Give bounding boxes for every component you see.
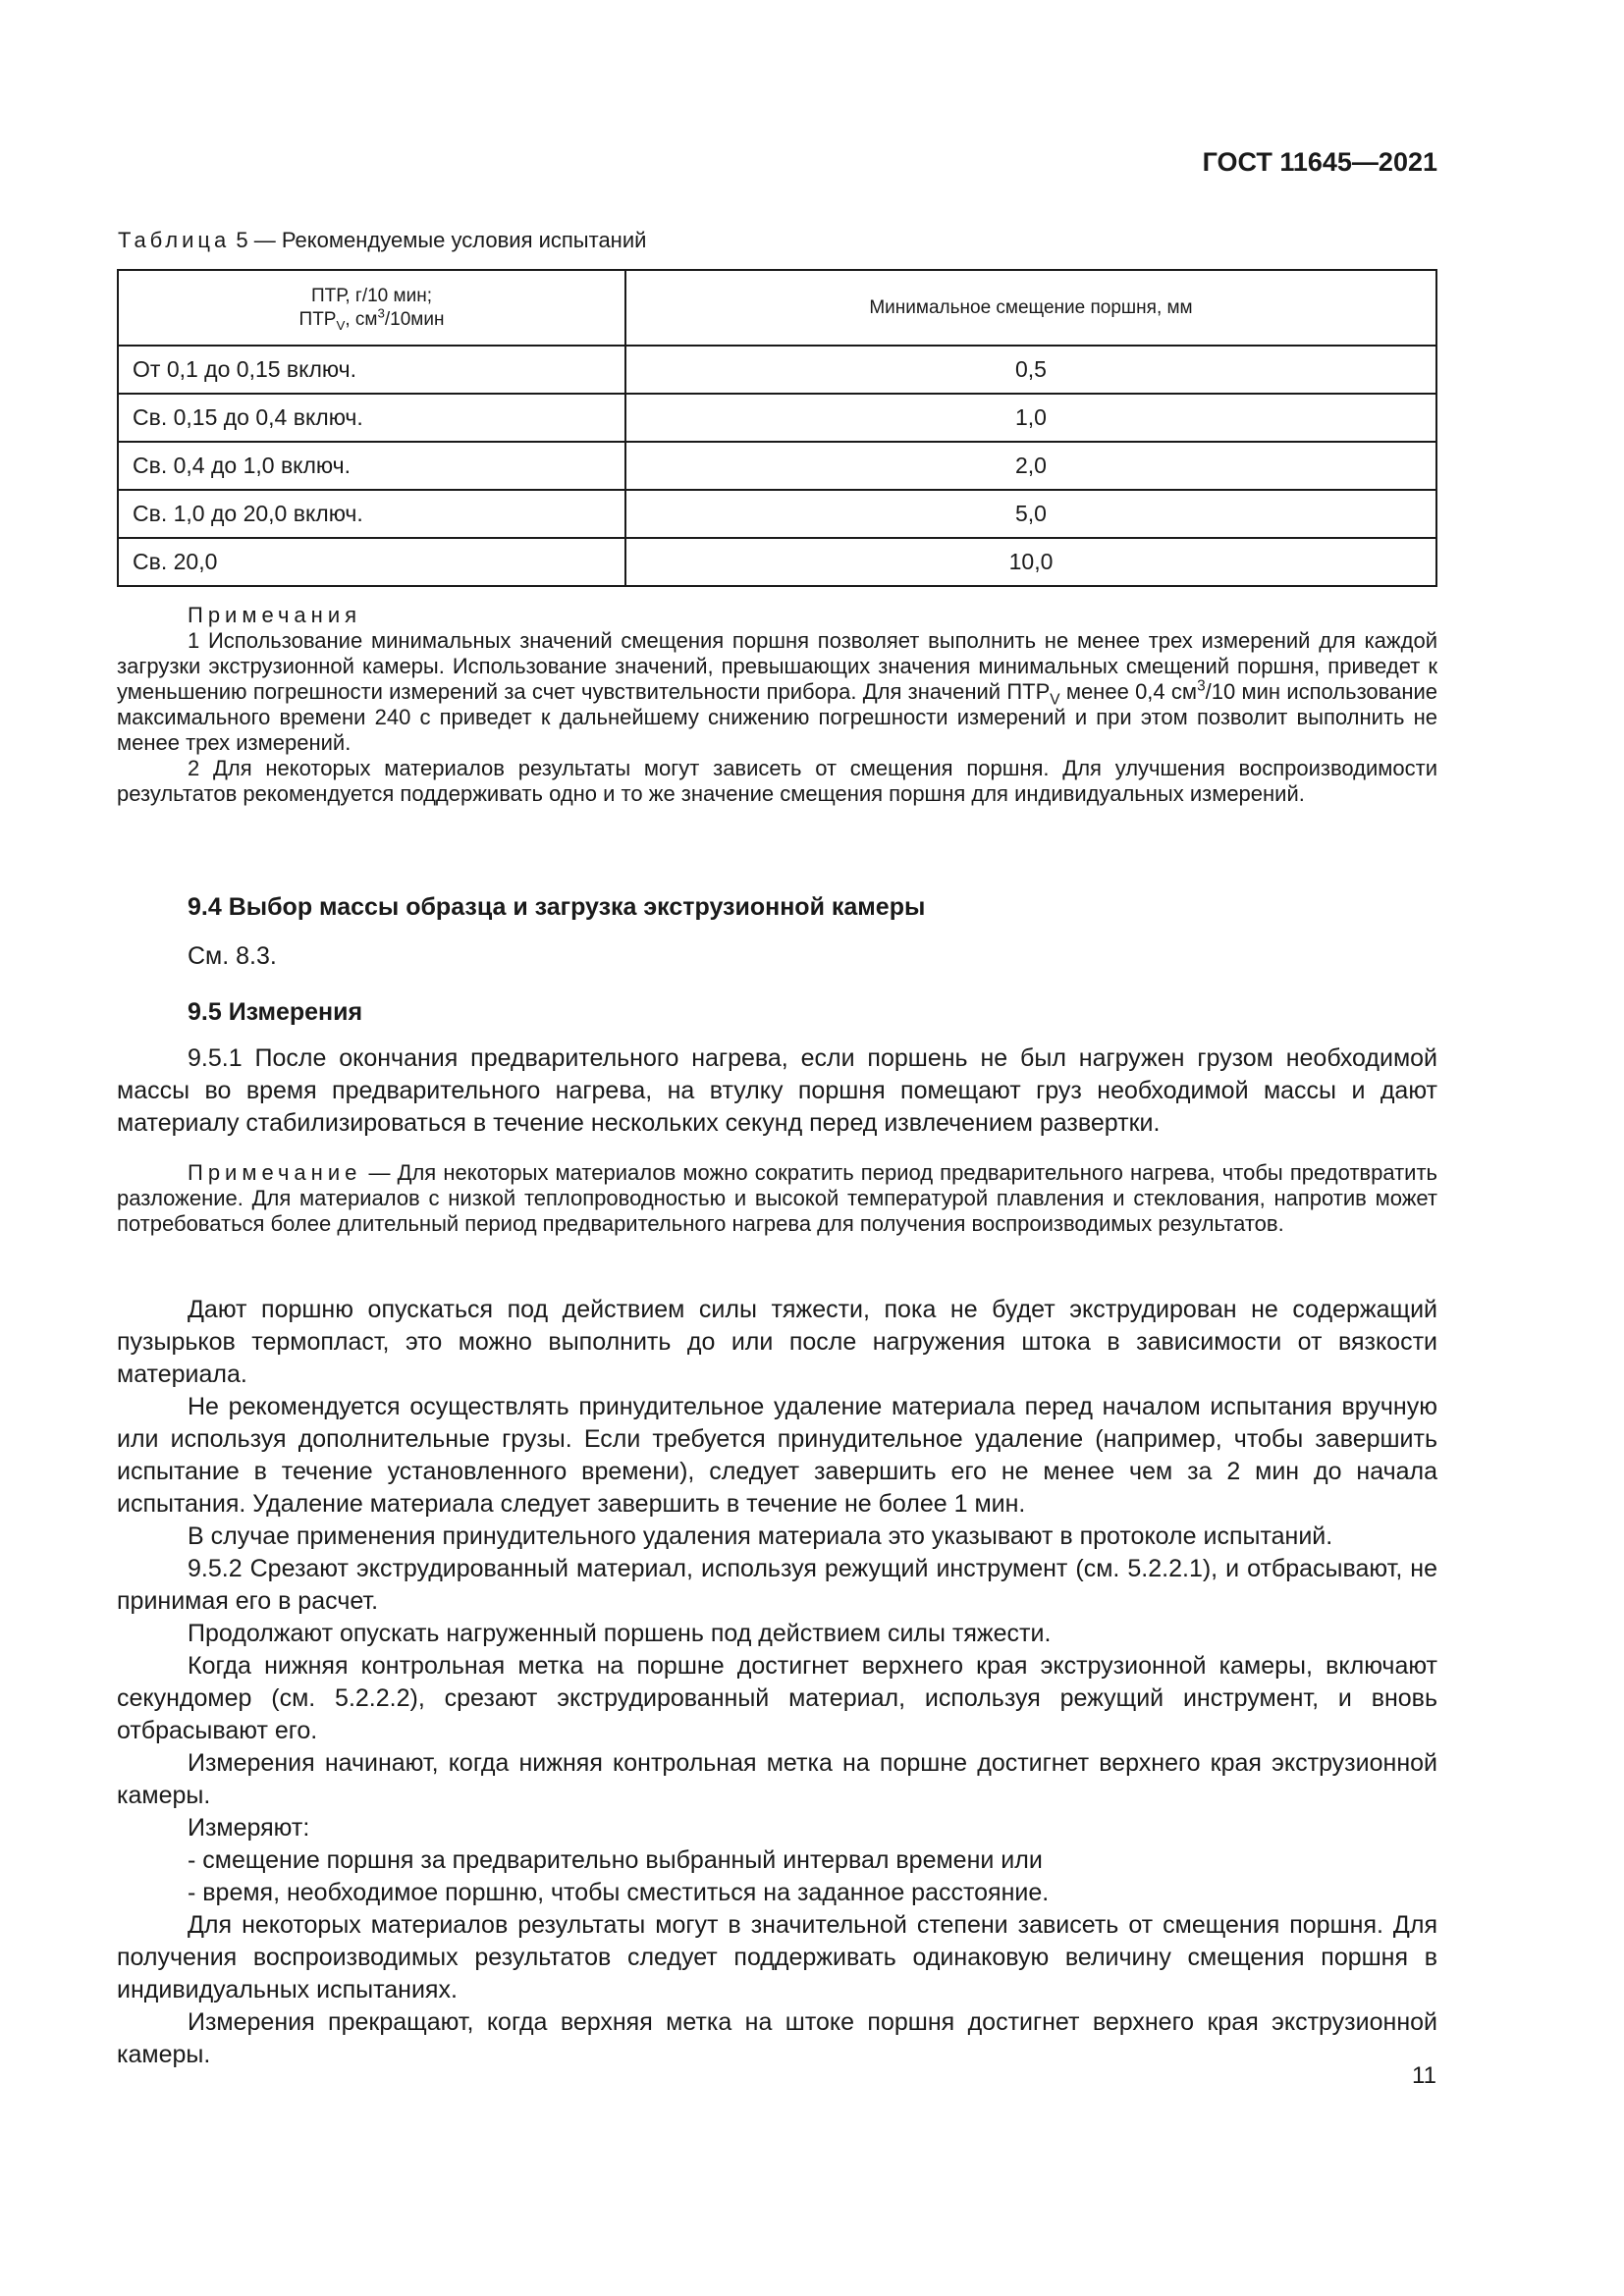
table-notes <box>117 603 1437 807</box>
paragraph: Когда нижняя контрольная метка на поршне достигнет верхнего края экструзионной камеры, включают секундомер (см. 5.2.2.2), срезают экструдированный материал, используя режущий инструмент, и вновь отбрасывают его. <box>117 1652 1437 1744</box>
table-caption-word: Таблица <box>118 228 231 252</box>
paragraph: Дают поршню опускаться под действием силы тяжести, пока не будет экструдирован не содержащий пузырьков термопласт, это можно выполнить до или после нагружения штока в зависимости от вязкости материала. <box>117 1296 1437 1388</box>
table-cell-value: 5,0 <box>625 490 1436 538</box>
paragraph: Измерения прекращают, когда верхняя метка на штоке поршня достигнет верхнего края экструзионной камеры. <box>117 2008 1437 2068</box>
paragraph: В случае применения принудительного удаления материала это указывают в протоколе испытаний. <box>188 1522 1333 1550</box>
page-number: 11 <box>1412 2062 1436 2089</box>
table-caption-title: 5 — Рекомендуемые условия испытаний <box>236 228 647 252</box>
table-cell-value: 1,0 <box>625 394 1436 442</box>
list-item: - время, необходимое поршню, чтобы сместиться на заданное расстояние. <box>188 1879 1050 1906</box>
table-header-row <box>118 270 1436 346</box>
header-mvr-unit: , см <box>345 308 378 330</box>
paragraph: Не рекомендуется осуществлять принудительное удаление материала перед началом испытания вручную или используя дополнительные грузы. Если требуется принудительное удаление (например, чтобы завершить испытание в течение установленного времени), следует завершить его не менее чем за 2 мин до начала испытания. Удаление материала следует завершить в течение не более 1 мин. <box>117 1393 1437 1518</box>
header-mfr-line1: ПТР, г/10 мин; <box>311 285 432 306</box>
note-label: Примечание <box>188 1160 362 1185</box>
paragraph: Измерения начинают, когда нижняя контрольная метка на поршне достигнет верхнего края экструзионной камеры. <box>117 1749 1437 1809</box>
section-heading-9-5: 9.5 Измерения <box>188 998 363 1026</box>
header-mvr-sub: V <box>336 317 346 333</box>
note-9-5-1 <box>117 1160 1437 1237</box>
paragraph: Продолжают опускать нагруженный поршень под действием силы тяжести. <box>188 1620 1052 1647</box>
paragraph: Для некоторых материалов результаты могут в значительной степени зависеть от смещения поршня. Для получения воспроизводимых результатов следует поддерживать одинаковую величину смещения поршня в индивидуальных испытаниях. <box>117 1911 1437 2003</box>
section-9-5-body <box>117 1294 1437 2071</box>
table-cell-value: 0,5 <box>625 346 1436 394</box>
table-cell-range: Св. 0,15 до 0,4 включ. <box>118 394 625 442</box>
header-mvr-sup: 3 <box>377 305 385 321</box>
table-cell-range: Св. 0,4 до 1,0 включ. <box>118 442 625 490</box>
table-header-displacement: Минимальное смещение поршня, мм <box>625 270 1436 346</box>
header-mvr-label: ПТР <box>298 308 337 330</box>
table-row <box>118 346 1436 394</box>
table-row <box>118 394 1436 442</box>
notes-title: Примечания <box>188 603 362 627</box>
table-row <box>118 490 1436 538</box>
table-caption <box>118 228 646 253</box>
note-1: 1 Использование минимальных значений смещения поршня позволяет выполнить не менее трех измерений для каждой загрузки экструзионной камеры. Использование значений, превышающих значения минимальных смещений поршня, приведет к уменьшению погрешности измерений за счет чувствительности прибора. Для значений $ПТР_V$ менее 0,4 $см^3/10$ мин использование максимального времени 240 с приведет к дальнейшему снижению погрешности измерений и при этом позволит выполнить не менее трех измерений. <box>117 628 1437 755</box>
table-cell-range: От 0,1 до 0,15 включ. <box>118 346 625 394</box>
section-heading-9-4: 9.4 Выбор массы образца и загрузка экструзионной камеры <box>188 893 926 921</box>
table-cell-range: Св. 1,0 до 20,0 включ. <box>118 490 625 538</box>
paragraph: 9.5.2 Срезают экструдированный материал, используя режущий инструмент (см. 5.2.2.1), и отбрасывают, не принимая его в расчет. <box>117 1555 1437 1615</box>
section-9-4-text: См. 8.3. <box>188 942 277 970</box>
table-cell-value: 10,0 <box>625 538 1436 586</box>
table-header-mfr <box>118 270 625 346</box>
paragraph-9-5-1: 9.5.1 После окончания предварительного нагрева, если поршень не был нагружен грузом необходимой массы во время предварительного нагрева, на втулку поршня помещают груз необходимой массы и дают материалу стабилизироваться в течение нескольких секунд перед извлечением развертки. <box>117 1044 1437 1137</box>
header-mvr-unit-rest: /10мин <box>384 308 445 330</box>
paragraph: Измеряют: <box>188 1814 310 1842</box>
list-item: - смещение поршня за предварительно выбранный интервал времени или <box>188 1846 1043 1874</box>
table-cell-value: 2,0 <box>625 442 1436 490</box>
test-conditions-table <box>117 269 1437 587</box>
note-text: — Для некоторых материалов можно сократить период предварительного нагрева, чтобы предотвратить разложение. Для материалов с низкой теплопроводностью и высокой температурой плавления и стеклования, напротив может потребоваться более длительный период предварительного нагрева для получения воспроизводимых результатов. <box>117 1160 1437 1236</box>
table-cell-range: Св. 20,0 <box>118 538 625 586</box>
document-code: ГОСТ 11645—2021 <box>1202 147 1437 177</box>
note-2: 2 Для некоторых материалов результаты могут зависеть от смещения поршня. Для улучшения воспроизводимости результатов рекомендуется поддерживать одно и то же значение смещения поршня для индивидуальных измерений. <box>117 756 1437 806</box>
table-row <box>118 442 1436 490</box>
table-row <box>118 538 1436 586</box>
